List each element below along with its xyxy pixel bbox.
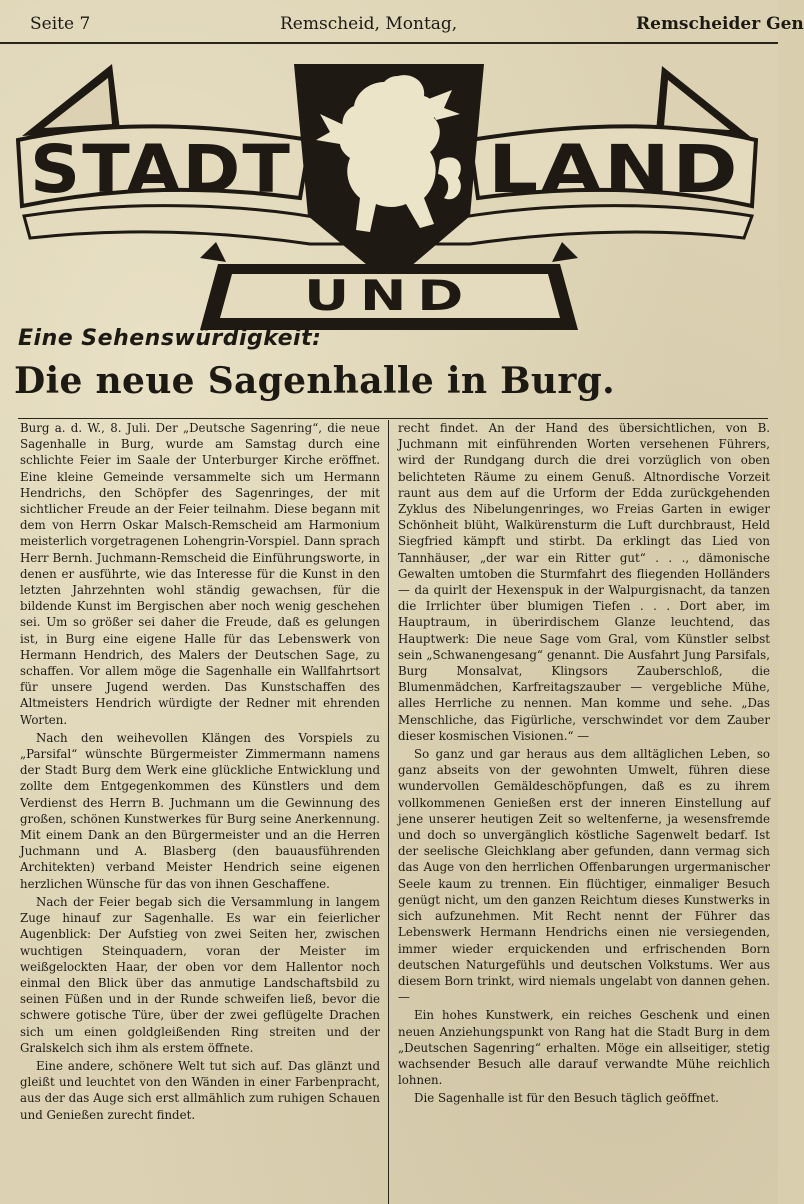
article-column-right [398, 420, 770, 1204]
banner-graphic [0, 48, 778, 320]
running-head [0, 0, 804, 44]
article-column-left [20, 420, 380, 1204]
paragraph: Burg a. d. W., 8. Juli. Der „Deutsche Sagenring“, die neue Sagenhalle in Burg, wurde am Samstag durch eine schlichte Feier im Saale der Unterburger Kirche eröffnet. Eine kleine Gemeinde versammelte sich um Hermann Hendrichs, den Schöpfer des Sagenringes, der mit sichtlicher Freude an der Feier teilnahm. Diese begann mit dem von Herrn Oskar Malsch-Remscheid am Harmonium meisterlich vorgetragenen Lohengrin-Vorspiel. Dann sprach Herr Bernh. Juchmann-Remscheid die Einführungsworte, in denen er ausführte, wie das Interesse für die Kunst in den letzten Jahrzehnten wohl ständig gewachsen, für die bildende Kunst im Bergischen aber noch wenig geschehen sei. Um so größer sei daher die Freude, daß es gelungen ist, in Burg eine eigene Halle für das Lebenswerk von Hermann Hendrich, des Malers der Deutschen Sage, zu schaffen. Vor allem möge die Sagenhalle ein Wallfahrtsort für unsere Jugend werden. Das Kunstschaffen des Altmeisters Hendrich würdigte der Redner mit ehrenden Worten. [20, 421, 380, 727]
paragraph: Die Sagenhalle ist für den Besuch täglich geöffnet. [414, 1091, 719, 1106]
column-divider [388, 420, 389, 1204]
paragraph: So ganz und gar heraus aus dem alltäglichen Leben, so ganz abseits von der gewohnten Umwelt, führen diese wundervollen Gemäldeschöpfungen, daß es zu ihrem vollkommenen Genießen erst der inneren Einstellung auf jene unserer heutigen Zeit so weltenferne, ja wesensfremde und doch so unvergänglich köstliche Sagenwelt bedarf. Ist der seelische Gleichklang aber gefunden, dann vermag sich das Auge von den herrlichen Offenbarungen urgermanischer Seele kaum zu trennen. Ein flüchtiger, einmaliger Besuch genügt nicht, um den ganzen Reichtum dieses Kunstwerks in sich aufzunehmen. Mit Recht nennt der Führer das Lebenswerk Hermann Hendrichs einen nie versiegenden, immer wieder erquickenden und erfrischenden Born deutschen Naturgefühls und deutschen Volkstums. Wer aus diesem Born trinkt, wird niemals ungelabt von dannen gehen. — [398, 747, 770, 1005]
page-number: Seite 7 [30, 14, 91, 34]
banner-word-und: UND [304, 271, 474, 320]
headline-divider [18, 418, 768, 419]
section-banner [0, 48, 778, 320]
dateline: Remscheid, Montag, [280, 14, 458, 34]
paragraph: Nach der Feier begab sich die Versammlung in langem Zuge hinauf zur Sagenhalle. Es war ein feierlicher Augenblick: Der Aufstieg von zwei Seiten her, zwischen wuchtigen Steinquadern, voran der Meister im weißgelockten Haar, der oben vor dem Hallentor noch einmal den Blick über das anmutige Landschaftsbild zu seinen Füßen und in der Runde schweifen ließ, bevor die schwere gotische Türe, über der zwei geflügelte Drachen sich um einen goldgleißenden Ring streiten und der Gralskelch sich ihm als erstem öffnete. [20, 894, 380, 1055]
article-headline: Die neue Sagenhalle in Burg. [14, 360, 615, 402]
article-kicker: Eine Sehenswürdigkeit: [18, 326, 322, 351]
paragraph: recht findet. An der Hand des übersichtlichen, von B. Juchmann mit einführenden Worten versehenen Führers, wird der Rundgang durch die drei vorzüglich von oben belichteten Räume zu einem Genuß. Altnordische Vorzeit raunt aus dem auf die Urform der Edda zurückgehenden Zyklus des Nibelungenringes, wo Freias Garten in ewiger Schönheit blüht, Walkürensturm die Luft durchbraust, Held Siegfried kämpft und stirbt. Da erklingt das Lied von Tannhäuser, „der war ein Ritter gut“ . . ., dämonische Gewalten umtoben die Sturmfahrt des fliegenden Holländers — da quirlt der Hexenspuk in der Walpurgisnacht, da tanzen die Irrlichter über blumigen Tiefen . . . Dort aber, im Hauptraum, in überirdischem Glanze leuchtend, das Hauptwerk: Die neue Sage vom Gral, vom Künstler selbst sein „Schwanengesang“ genannt. Die Ausfahrt Jung Parsifals, Burg Monsalvat, Klingsors Zauberschloß, die Blumenmädchen, Karfreitagszauber — vergebliche Mühe, alles Herrliche zu nennen. Man komme und sehe. „Das Menschliche, das Figürliche, verschwindet vor dem Zauber dieser kosmischen Visionen.“ — [398, 421, 770, 743]
paragraph: Eine andere, schönere Welt tut sich auf. Das glänzt und gleißt und leuchtet von den Wänden in einer Farbenpracht, aus der das Auge sich erst allmählich zum ruhigen Schauen und Genießen zurecht findet. [20, 1058, 380, 1122]
newspaper-name: Remscheider Gen [636, 14, 804, 34]
banner-word-land: LAND [488, 131, 740, 208]
banner-word-stadt: STADT [30, 131, 292, 208]
paragraph: Ein hohes Kunstwerk, ein reiches Geschenk und einen neuen Anziehungspunkt von Rang hat die Stadt Burg in dem „Deutschen Sagenring“ erhalten. Möge ein allseitiger, stetig wachsender Besuch alle darauf verwandte Mühe reichlich lohnen. [398, 1008, 770, 1088]
paragraph: Nach den weihevollen Klängen des Vorspiels zu „Parsifal“ wünschte Bürgermeister Zimmermann namens der Stadt Burg dem Werk eine glückliche Entwicklung und zollte dem Entgegenkommen des Künstlers und dem Verdienst des Herrn B. Juchmann um die Gewinnung des großen, schönen Kunstwerkes für Burg seine Anerkennung. Mit einem Dank an den Bürgermeister und an die Herren Juchmann und A. Blasberg (den bauausführenden Architekten) verband Meister Hendrich seine eigenen herzlichen Wünsche für das von ihnen Geschaffene. [20, 730, 380, 891]
